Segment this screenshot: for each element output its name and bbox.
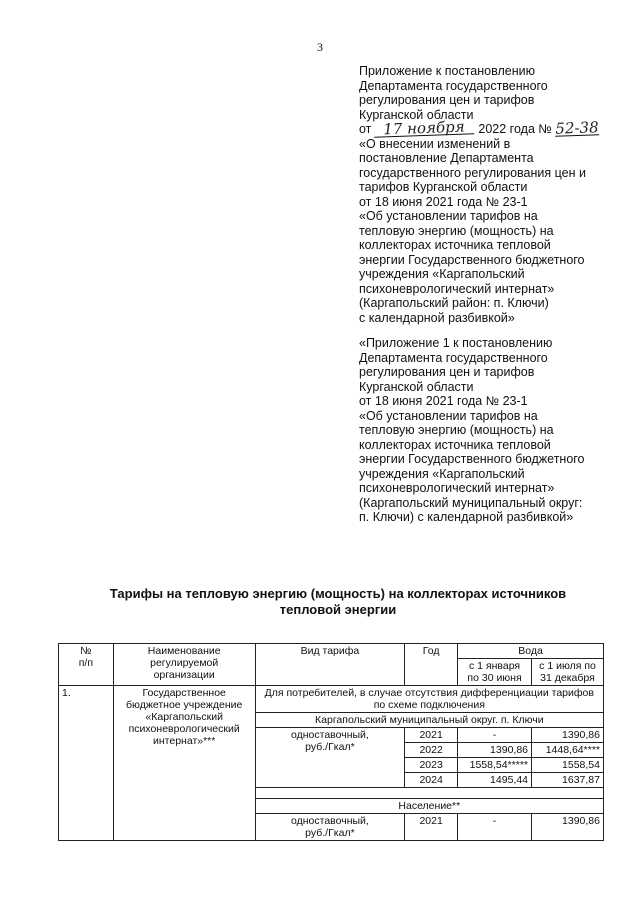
year-cell: 2023	[405, 758, 458, 773]
header-period-2: с 1 июля по 31 декабря	[532, 659, 604, 686]
year-cell: 2024	[405, 773, 458, 788]
handwritten-date: 17 ноября	[374, 120, 474, 137]
value-period-2: 1448,64****	[532, 743, 604, 758]
appendix-line: коллекторах источника тепловой	[359, 238, 551, 252]
appendix-line: психоневрологический интернат»	[359, 281, 555, 296]
appendix-line: (Каргапольский муниципальный округ:	[359, 495, 583, 510]
table-header-row	[59, 644, 604, 659]
appendix-line: государственного регулирования цен и	[359, 165, 586, 180]
appendix-line: постановление Департамента	[359, 151, 534, 165]
date-suffix: 2022 года №	[478, 122, 552, 136]
header-water: Вода	[458, 644, 604, 659]
appendix-block	[359, 64, 609, 525]
header-tariff-kind: Вид тарифа	[255, 644, 405, 686]
appendix-line: коллекторах источника тепловой	[359, 437, 551, 452]
appendix-line: от 18 июня 2021 года № 23-1	[359, 394, 528, 408]
appendix-line: Департамента государственного	[359, 78, 548, 93]
appendix-line: Департамента государственного	[359, 350, 548, 365]
value-period-1: 1558,54*****	[458, 758, 532, 773]
value-period-1: -	[458, 728, 532, 743]
appendix-line: энергии Государственного бюджетного	[359, 452, 585, 466]
value-period-2: 1390,86	[532, 814, 604, 841]
date-prefix: от	[359, 122, 372, 136]
appendix-header	[359, 64, 609, 122]
appendix-line: тепловую энергию (мощность) на	[359, 223, 554, 238]
decree-date-line	[359, 117, 609, 139]
appendix-line: регулирования цен и тарифов	[359, 365, 535, 379]
year-cell: 2021	[405, 814, 458, 841]
appendix-line: от 18 июня 2021 года № 23-1	[359, 194, 528, 209]
value-period-1: 1390,86	[458, 743, 532, 758]
value-period-2: 1558,54	[532, 758, 604, 773]
header-org: Наименование регулируемой организации	[113, 644, 255, 686]
title-line: Тарифы на тепловую энергию (мощность) на коллекторах источников	[109, 586, 567, 601]
appendix-line: энергии Государственного бюджетного	[359, 252, 585, 267]
header-year: Год	[405, 644, 458, 686]
appendix-line: учреждения «Каргапольский	[359, 267, 525, 281]
empty-cell	[255, 788, 603, 799]
appendix-line: п. Ключи) с календарной разбивкой»	[359, 510, 574, 524]
appendix-line: «Об установлении тарифов на	[359, 209, 538, 223]
tariff-table-title	[0, 586, 640, 618]
appendix-line: (Каргапольский район: п. Ключи)	[359, 296, 549, 310]
row-number: 1.	[59, 686, 114, 841]
handwritten-number: 52-38	[554, 118, 599, 138]
tariff-table	[58, 643, 604, 841]
section-consumers: Для потребителей, в случае отсутствия дифференциации тарифов по схеме подключения	[255, 686, 603, 713]
title-line: тепловой энергии	[279, 602, 397, 617]
year-cell: 2022	[405, 743, 458, 758]
appendix-line: Курганской области	[359, 107, 474, 122]
appendix-line: тепловую энергию (мощность) на	[359, 423, 554, 437]
value-period-2: 1390,86	[532, 728, 604, 743]
organization-name: Государственное бюджетное учреждение «Каргапольский психоневрологический интернат»***	[113, 686, 255, 841]
amendment-text	[359, 137, 609, 326]
appendix-line: регулирования цен и тарифов	[359, 93, 535, 107]
appendix-line: Приложение к постановлению	[359, 64, 535, 78]
year-cell: 2021	[405, 728, 458, 743]
header-num: № п/п	[59, 644, 114, 686]
appendix-line: «Об установлении тарифов на	[359, 408, 538, 423]
section-population: Население**	[255, 799, 603, 814]
appendix-line: тарифов Курганской области	[359, 180, 528, 194]
original-appendix-text	[359, 336, 609, 525]
appendix-line: Курганской области	[359, 379, 474, 394]
appendix-line: учреждения «Каргапольский	[359, 466, 525, 481]
appendix-line: «О внесении изменений в	[359, 136, 511, 151]
appendix-line: с календарной разбивкой»	[359, 310, 515, 325]
section-district: Каргапольский муниципальный округ. п. Ключи	[255, 713, 603, 728]
appendix-line: «Приложение 1 к постановлению	[359, 336, 553, 350]
table-row	[59, 686, 604, 713]
header-period-1: с 1 января по 30 июня	[458, 659, 532, 686]
tariff-kind: одноставочный, руб./Гкал*	[255, 814, 405, 841]
appendix-line: психоневрологический интернат»	[359, 481, 555, 495]
value-period-1: 1495,44	[458, 773, 532, 788]
spacer	[359, 325, 609, 336]
value-period-1: -	[458, 814, 532, 841]
value-period-2: 1637,87	[532, 773, 604, 788]
page-number: 3	[317, 40, 323, 54]
tariff-kind: одноставочный, руб./Гкал*	[255, 728, 405, 788]
